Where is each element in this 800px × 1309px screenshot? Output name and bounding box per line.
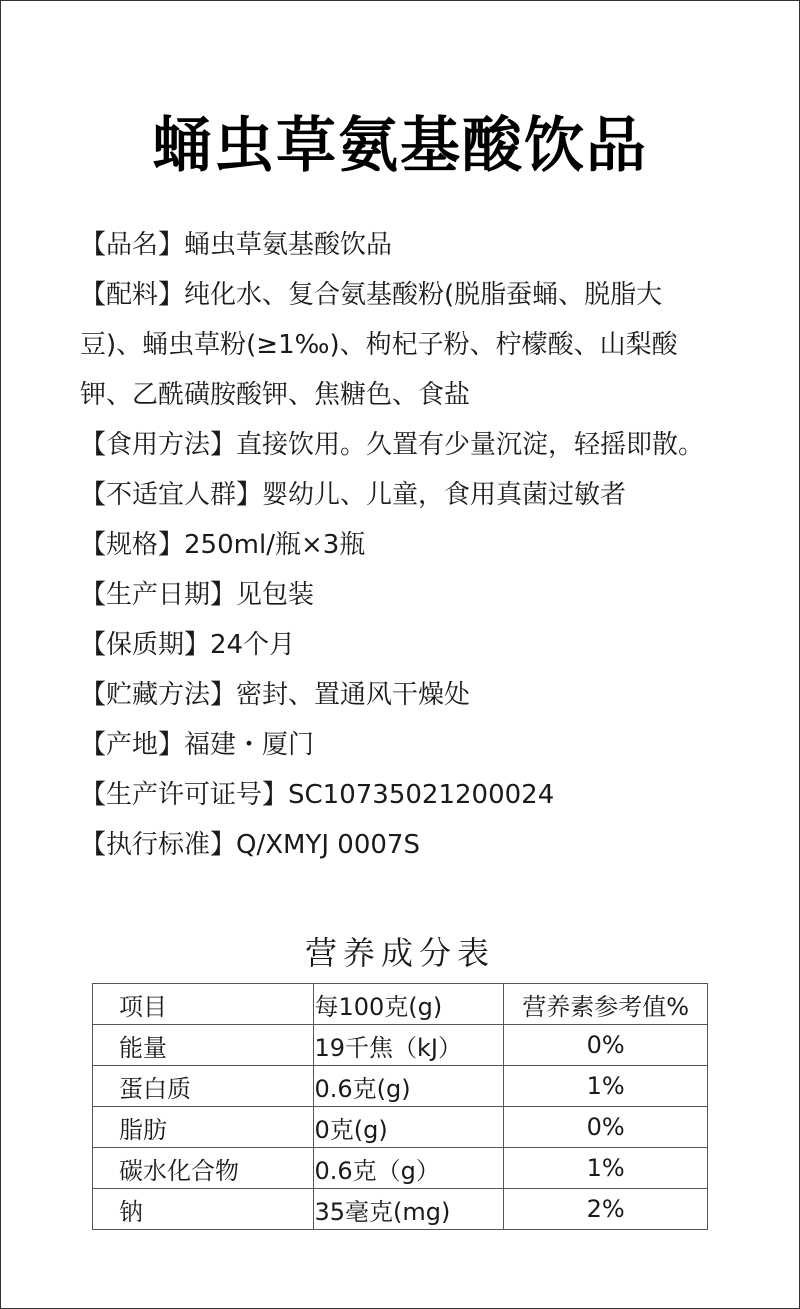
info-value: SC10735021200024 xyxy=(288,780,555,810)
table-cell: 2% xyxy=(504,1189,708,1230)
table-cell: 钠 xyxy=(93,1189,314,1230)
table-cell: 碳水化合物 xyxy=(93,1148,314,1189)
info-value: 直接饮用。久置有少量沉淀，轻摇即散。 xyxy=(236,430,705,460)
info-label: 【规格】 xyxy=(80,530,185,560)
info-value: 婴幼儿、儿童，食用真菌过敏者 xyxy=(262,480,627,510)
column-header: 项目 xyxy=(93,984,314,1025)
info-value: 福建・厦门 xyxy=(184,730,315,760)
info-row-spec xyxy=(80,520,720,570)
table-cell: 蛋白质 xyxy=(93,1066,314,1107)
table-cell: 1% xyxy=(504,1066,708,1107)
info-row-origin xyxy=(80,720,720,770)
nutrition-table xyxy=(92,983,708,1230)
info-label: 【贮藏方法】 xyxy=(80,680,237,710)
table-row xyxy=(93,1025,708,1066)
info-row-unsuitable xyxy=(80,470,720,520)
info-label: 【保质期】 xyxy=(80,630,211,660)
info-row-standard xyxy=(80,820,720,870)
table-cell: 0.6克(g) xyxy=(314,1066,504,1107)
table-cell: 1% xyxy=(504,1148,708,1189)
info-value: 蛹虫草氨基酸饮品 xyxy=(184,230,393,260)
table-cell: 0% xyxy=(504,1107,708,1148)
info-row-storage xyxy=(80,670,720,720)
table-row xyxy=(93,1066,708,1107)
info-label: 【生产许可证号】 xyxy=(80,780,289,810)
info-label: 【品名】 xyxy=(80,230,185,260)
info-row-production-date xyxy=(80,570,720,620)
table-cell: 35毫克(mg) xyxy=(314,1189,504,1230)
info-value: Q/XMYJ 0007S xyxy=(236,830,420,860)
info-row-ingredients xyxy=(80,270,720,420)
info-row-name xyxy=(80,220,720,270)
info-value: 24个月 xyxy=(210,630,296,660)
table-cell: 19千焦（kJ） xyxy=(314,1025,504,1066)
table-cell: 0克(g) xyxy=(314,1107,504,1148)
table-cell: 0.6克（g） xyxy=(314,1148,504,1189)
product-info-list xyxy=(80,220,720,870)
info-label: 【不适宜人群】 xyxy=(80,480,263,510)
info-value: 250ml/瓶×3瓶 xyxy=(184,530,366,560)
info-row-usage xyxy=(80,420,720,470)
info-row-license xyxy=(80,770,720,820)
nutrition-table-title: 营养成分表 xyxy=(304,934,495,972)
info-label: 【生产日期】 xyxy=(80,580,237,610)
table-row xyxy=(93,1148,708,1189)
info-label: 【配料】 xyxy=(80,280,185,310)
info-label: 【产地】 xyxy=(80,730,185,760)
table-row xyxy=(93,1107,708,1148)
column-header: 营养素参考值% xyxy=(504,984,708,1025)
table-cell: 0% xyxy=(504,1025,708,1066)
info-row-shelf-life xyxy=(80,620,720,670)
table-cell: 能量 xyxy=(93,1025,314,1066)
info-label: 【执行标准】 xyxy=(80,830,237,860)
table-header-row xyxy=(93,984,708,1025)
column-header: 每100克(g) xyxy=(314,984,504,1025)
table-row xyxy=(93,1189,708,1230)
info-value: 见包装 xyxy=(236,580,315,610)
info-value: 密封、置通风干燥处 xyxy=(236,680,471,710)
product-title: 蛹虫草氨基酸饮品 xyxy=(152,111,648,181)
info-value: 纯化水、复合氨基酸粉(脱脂蚕蛹、脱脂大豆)、蛹虫草粉(≥1‰)、枸杞子粉、柠檬酸、山梨酸钾、乙酰磺胺酸钾、焦糖色、食盐 xyxy=(80,280,678,410)
info-label: 【食用方法】 xyxy=(80,430,237,460)
table-cell: 脂肪 xyxy=(93,1107,314,1148)
